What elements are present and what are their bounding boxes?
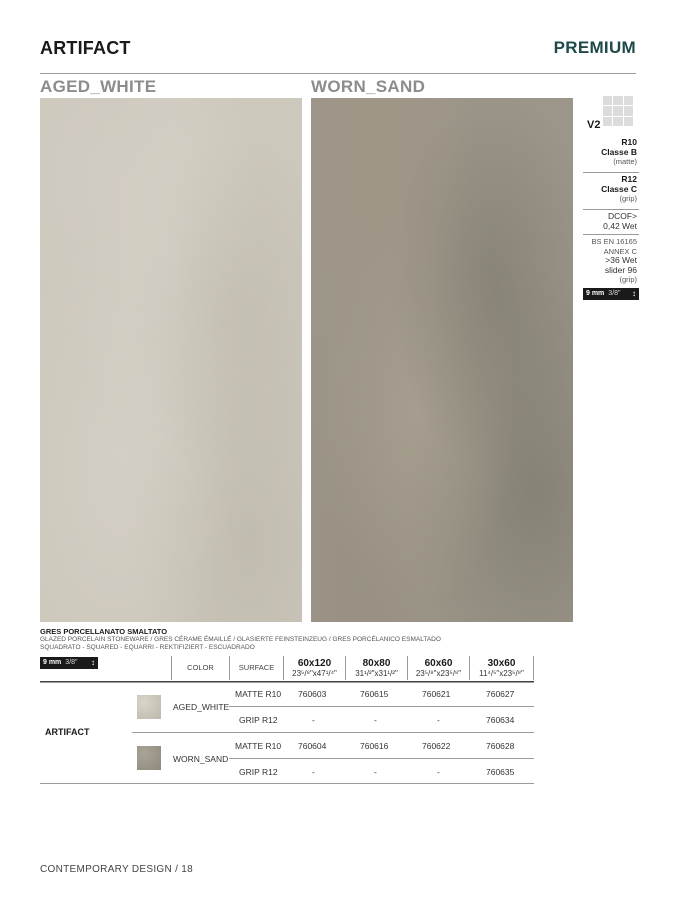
thickness-mm: 9 mm <box>43 659 62 666</box>
product-code: 760603 <box>298 689 327 699</box>
size-cm: 60x120 <box>297 658 332 669</box>
collection-badge: PREMIUM <box>553 38 636 57</box>
thickness-badge <box>583 288 639 300</box>
table-top-rule <box>40 682 534 683</box>
bs-en-rating <box>583 235 639 285</box>
rating-value: R10 <box>621 137 637 147</box>
size-inch: 23⁵/⁸"x47¹/⁴" <box>292 669 337 678</box>
dcof-line-1: DCOF> <box>607 211 637 221</box>
rating-class: Classe B <box>601 146 637 157</box>
dcof-line-2: 0,42 Wet <box>603 220 637 231</box>
size-inch: 23⁵/⁸"x23⁵/⁸" <box>415 669 462 678</box>
color-swatch-worn-sand <box>137 746 161 770</box>
dcof-rating <box>583 210 639 235</box>
surface-label: MATTE R10 <box>235 689 282 699</box>
product-code: - <box>312 715 315 725</box>
bs-line-4: slider 96 <box>604 264 637 275</box>
size-inch: 31¹/²"x31¹/²" <box>355 669 398 678</box>
rating-note: (matte) <box>613 157 637 166</box>
table-bottom-rule <box>40 783 534 784</box>
surface-label: GRIP R12 <box>239 767 278 777</box>
thickness-inch: 3/8" <box>608 290 621 297</box>
size-cm: 30x60 <box>487 658 516 669</box>
surface-label: MATTE R10 <box>235 741 282 751</box>
column-header-size <box>407 656 469 680</box>
row-divider <box>229 706 534 707</box>
product-code: 760627 <box>486 689 515 699</box>
product-code: 760615 <box>360 689 389 699</box>
product-code: - <box>374 767 377 777</box>
tile-label-worn-sand: WORN_SAND <box>311 77 426 96</box>
series-name: ARTIFACT <box>45 727 90 737</box>
color-name: AGED_WHITE <box>173 702 230 712</box>
product-code: 760635 <box>486 767 515 777</box>
tile-image-worn-sand <box>311 98 573 622</box>
product-code: 760604 <box>298 741 327 751</box>
product-code: - <box>437 715 440 725</box>
row-divider <box>229 758 534 759</box>
column-header-size <box>469 656 534 680</box>
thickness-arrow-icon: ↕ <box>632 289 636 298</box>
edge-finish: SQUADRATO - SQUARED - EQUARRI - REKTIFIZIERT - ESCUADRADO <box>40 644 255 651</box>
tile-image-aged-white <box>40 98 302 622</box>
bs-line-2: ANNEX C <box>603 246 637 256</box>
column-header-size <box>345 656 407 680</box>
product-code: - <box>437 767 440 777</box>
column-header-surface: SURFACE <box>229 656 283 680</box>
product-code: 760622 <box>422 741 451 751</box>
header-divider <box>40 73 636 74</box>
material-title: GRES PORCELLANATO SMALTATO <box>40 627 168 636</box>
material-translations: GLAZED PORCELAIN STONEWARE / GRES CÉRAME ÉMAILLÉ / GLASIERTE FEINSTEINZEUG / GRES PORCÉLANICO ESMALTADO <box>40 636 441 643</box>
color-name: WORN_SAND <box>173 754 229 764</box>
page-footer: CONTEMPORARY DESIGN / 18 <box>40 864 193 875</box>
grid-pattern-icon <box>603 96 633 126</box>
rating-class: Classe C <box>601 183 637 194</box>
rating-note: (grip) <box>619 194 637 203</box>
surface-label: GRIP R12 <box>239 715 278 725</box>
slip-rating-r10 <box>583 136 639 173</box>
product-code: - <box>374 715 377 725</box>
color-swatch-aged-white <box>137 695 161 719</box>
size-cm: 80x80 <box>362 658 391 669</box>
size-cm: 60x60 <box>424 658 453 669</box>
page-title: ARTIFACT <box>40 38 131 58</box>
slip-rating-r12 <box>583 173 639 210</box>
column-header-size <box>283 656 345 680</box>
thickness-arrow-icon: ↕ <box>91 658 95 667</box>
bs-line-1: BS EN 16165 <box>591 237 637 246</box>
product-code: 760628 <box>486 741 515 751</box>
bs-line-5: (grip) <box>619 275 637 284</box>
shade-variation-label: V2 <box>587 119 601 131</box>
product-code: 760621 <box>422 689 451 699</box>
size-inch: 11⁴/⁵"x23⁵/⁸" <box>479 669 524 678</box>
bs-line-3: >36 Wet <box>605 255 637 265</box>
table-thickness-badge <box>40 657 98 669</box>
thickness-mm: 9 mm <box>586 290 605 297</box>
tile-label-aged-white: AGED_WHITE <box>40 77 157 96</box>
row-divider <box>132 732 534 733</box>
product-code: 760616 <box>360 741 389 751</box>
product-code: 760634 <box>486 715 515 725</box>
thickness-inch: 3/8" <box>65 659 78 666</box>
column-header-color: COLOR <box>171 656 229 680</box>
rating-value: R12 <box>621 174 637 184</box>
product-code: - <box>312 767 315 777</box>
